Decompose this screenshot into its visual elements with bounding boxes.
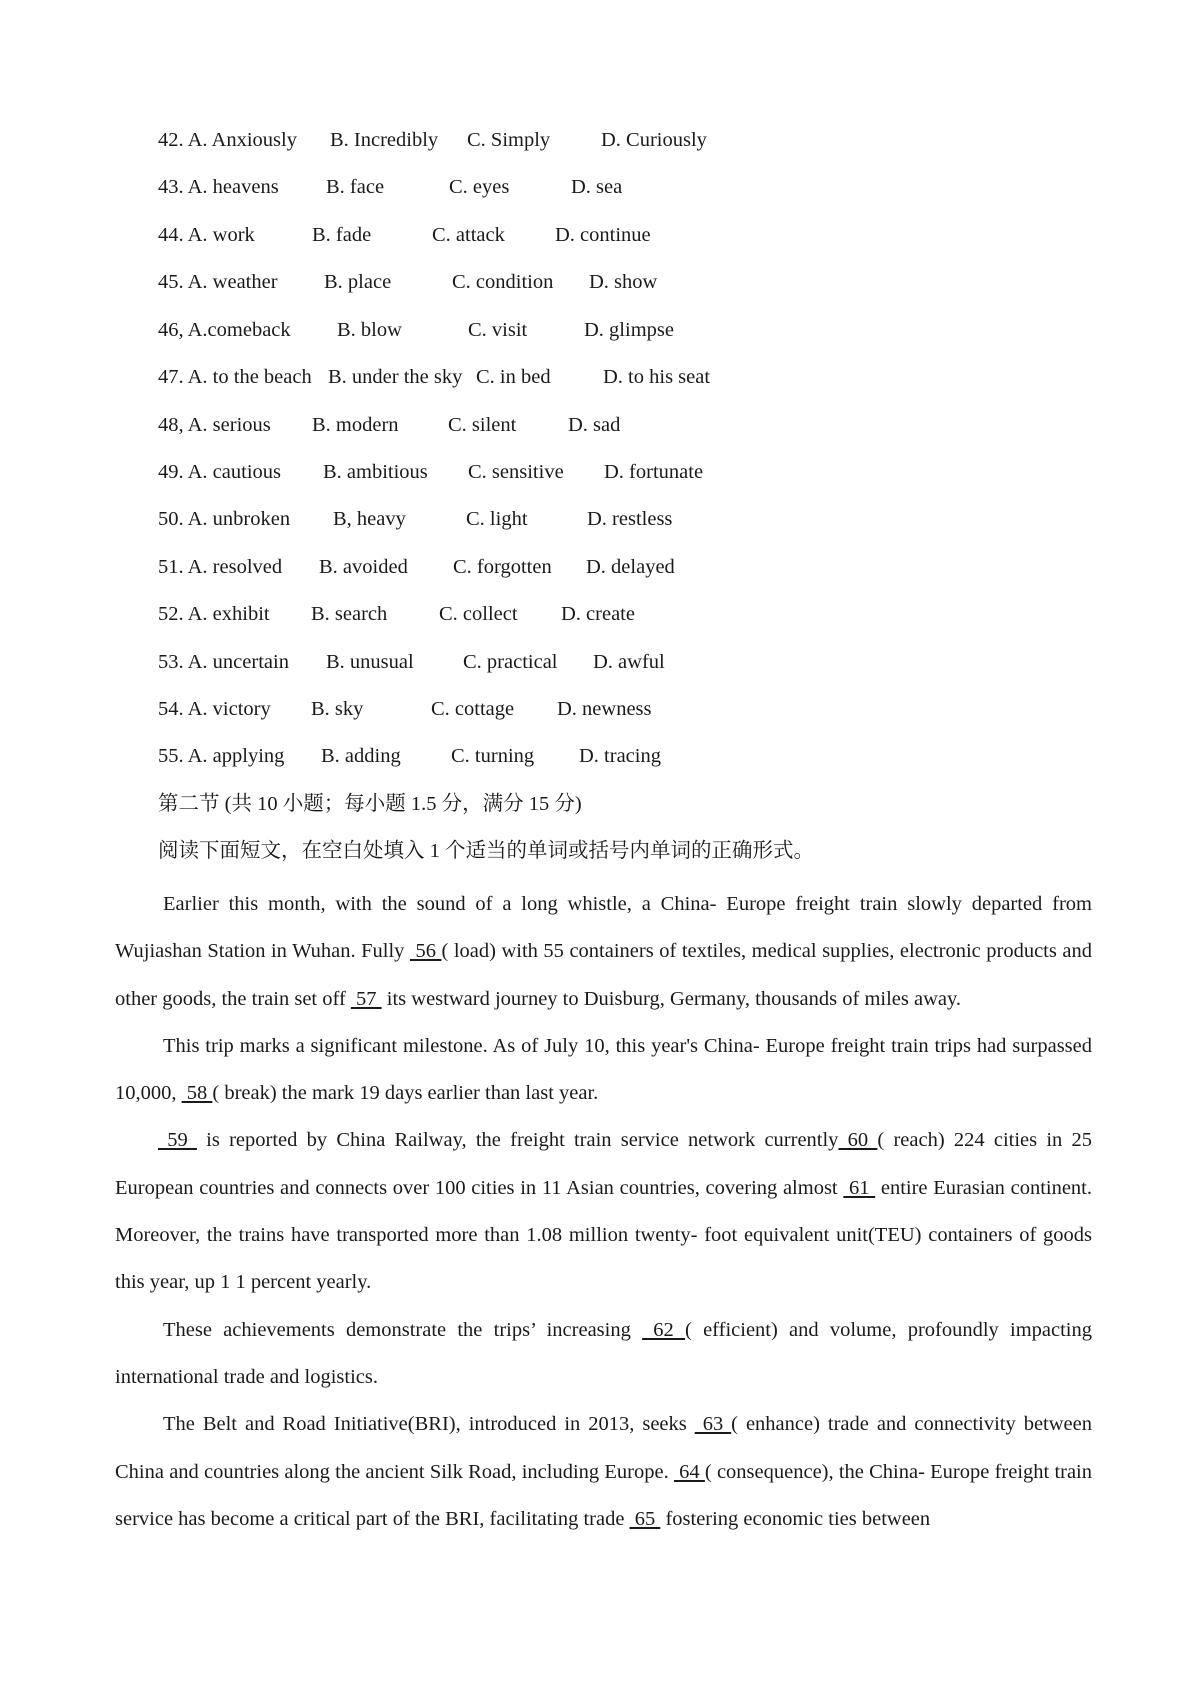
option-d: D. to his seat — [603, 366, 711, 388]
blank-57: 57 — [350, 987, 382, 1010]
option-d: D. continue — [555, 224, 651, 246]
blank-62: 62 — [642, 1318, 686, 1341]
option-d: D. show — [589, 271, 658, 293]
option-c: C. Simply — [467, 129, 551, 151]
option-c: C. turning — [451, 745, 535, 767]
option-c: C. practical — [463, 651, 558, 673]
passage-text: is reported by China Railway, the freight train service network currently — [196, 1129, 839, 1152]
option-a: 46, A.comeback — [158, 319, 291, 341]
option-a: 44. A. work — [158, 224, 255, 246]
option-b: B. adding — [321, 745, 401, 767]
passage-text: ( break) the mark 19 days earlier than last year. — [212, 1082, 599, 1105]
blank-60: 60 — [838, 1129, 878, 1152]
section-heading: 第二节 (共 10 小题；每小题 1.5 分，满分 15 分) — [158, 793, 582, 815]
option-c: C. condition — [452, 271, 554, 293]
option-b: B. sky — [311, 698, 364, 720]
option-d: D. Curiously — [601, 129, 707, 151]
option-b: B. place — [324, 271, 392, 293]
option-c: C. silent — [448, 414, 517, 436]
option-d: D. tracing — [579, 745, 661, 767]
passage-text: These achievements demonstrate the trips’ increasing — [163, 1318, 643, 1341]
option-a: 53. A. uncertain — [158, 651, 289, 673]
option-b: B. search — [311, 603, 388, 625]
option-d: D. fortunate — [604, 461, 704, 483]
option-b: B. modern — [312, 414, 399, 436]
passage-text: The Belt and Road Initiative(BRI), introduced in 2013, seeks — [163, 1413, 695, 1436]
passage-text: ( load) with 55 containers of textiles, medical supplies, electronic products and other goods, the train set off — [115, 940, 1092, 1010]
option-b: B. blow — [337, 319, 402, 341]
option-a: 48, A. serious — [158, 414, 271, 436]
option-c: C. in bed — [476, 366, 551, 388]
option-a: 45. A. weather — [158, 271, 278, 293]
option-d: D. create — [561, 603, 635, 625]
section-instruction: 阅读下面短文，在空白处填入 1 个适当的单词或括号内单词的正确形式。 — [158, 840, 814, 862]
passage-text: fostering economic ties between — [660, 1507, 931, 1530]
option-a: 51. A. resolved — [158, 556, 283, 578]
option-a: 49. A. cautious — [158, 461, 281, 483]
option-d: D. awful — [593, 651, 665, 673]
paragraph-2 — [115, 1023, 1092, 1118]
option-a: 50. A. unbroken — [158, 508, 291, 530]
option-b: B. face — [326, 176, 385, 198]
paragraph-1 — [115, 881, 1092, 1023]
option-b: B. ambitious — [323, 461, 428, 483]
option-a: 42. A. Anxiously — [158, 129, 297, 151]
blank-59: 59 — [158, 1129, 197, 1152]
option-c: C. sensitive — [468, 461, 564, 483]
blank-58: 58 — [181, 1082, 213, 1105]
option-d: D. newness — [557, 698, 652, 720]
blank-56: 56 — [409, 940, 442, 963]
option-a: 47. A. to the beach — [158, 366, 312, 388]
passage-text: ( consequence), the China- Europe freight train service has become a critical part of the BRI, facilitating trade — [115, 1460, 1093, 1530]
passage-text: ( efficient) and volume, profoundly impacting international trade and logistics. — [115, 1318, 1093, 1388]
option-c: C. attack — [432, 224, 505, 246]
option-d: D. sad — [568, 414, 621, 436]
passage-text: This trip marks a significant milestone. As of July 10, this year's China- Europe freight train trips had surpassed 10,000, — [115, 1034, 1092, 1105]
option-b: B. under the sky — [328, 366, 463, 388]
passage-text: Earlier this month, with the sound of a long whistle, a China- Europe freight train slowly departed from Wujiashan Station in Wuhan. Fully — [115, 893, 1092, 963]
option-a: 55. A. applying — [158, 745, 285, 767]
option-a: 52. A. exhibit — [158, 603, 270, 625]
passage — [115, 881, 1092, 1543]
option-b: B. avoided — [319, 556, 408, 578]
blank-64: 64 — [673, 1460, 705, 1483]
option-a: 43. A. heavens — [158, 176, 279, 198]
blank-61: 61 — [843, 1176, 876, 1199]
option-c: C. cottage — [431, 698, 515, 720]
option-a: 54. A. victory — [158, 698, 271, 720]
option-c: C. eyes — [449, 176, 510, 198]
option-c: C. visit — [468, 319, 528, 341]
passage-text: ( reach) 224 cities in 25 European countries and connects over 100 cities in 11 Asian countries, covering almost — [115, 1129, 1092, 1199]
option-d: D. delayed — [586, 556, 675, 578]
blank-65: 65 — [629, 1507, 661, 1530]
option-b: B. unusual — [326, 651, 414, 673]
option-b: B. Incredibly — [330, 129, 439, 151]
passage-text: ( enhance) trade and connectivity between China and countries along the ancient Silk Road, including Europe. — [115, 1413, 1092, 1483]
option-c: C. light — [466, 508, 528, 530]
passage-text: entire Eurasian continent. Moreover, the trains have transported more than 1.08 million twenty- foot equivalent unit(TEU) containers of goods this year, up 1 1 percent yearly. — [115, 1176, 1093, 1294]
paragraph-4 — [115, 1307, 1092, 1402]
blank-63: 63 — [694, 1413, 732, 1436]
option-d: D. glimpse — [584, 319, 674, 341]
option-b: B. fade — [312, 224, 372, 246]
paragraph-3 — [115, 1117, 1092, 1306]
option-d: D. restless — [587, 508, 673, 530]
paragraph-5 — [115, 1401, 1092, 1543]
option-c: C. collect — [439, 603, 518, 625]
option-d: D. sea — [571, 176, 623, 198]
option-b: B, heavy — [333, 508, 406, 530]
option-c: C. forgotten — [453, 556, 552, 578]
passage-text: its westward journey to Duisburg, Germany, thousands of miles away. — [381, 987, 962, 1010]
